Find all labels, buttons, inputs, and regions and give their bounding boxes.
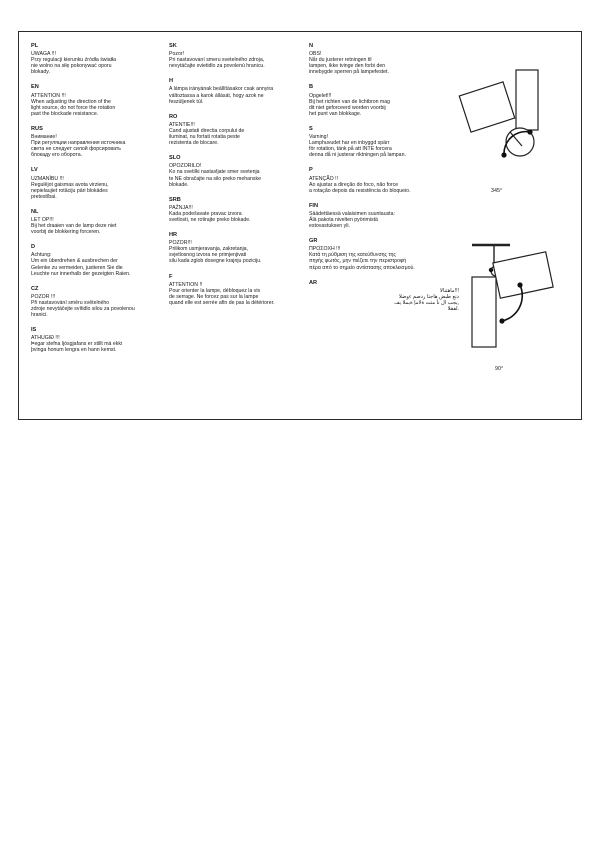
arc-start-dot [517, 282, 522, 287]
language-code: RO [169, 113, 178, 120]
language-entry-ro [169, 114, 309, 146]
lamp-head [459, 82, 514, 132]
angle-label-90: 90° [495, 366, 504, 372]
language-code: HR [169, 232, 178, 239]
language-entry-is [31, 327, 173, 353]
warning-text: ATTENTION !! Pour orienter la lampe, débloquez la vis de serrage. Ne forcez pas sur la lampe quand elle est serrée afin de pas la détériorer. [169, 281, 275, 306]
warning-text: ATTENTION !!! When adjusting the direction of the light source, do not force the rotation past the blockade resistance. [31, 92, 116, 117]
language-code: IS [31, 327, 37, 334]
lamp-mount-block [516, 70, 538, 130]
arc-start-dot [527, 129, 532, 134]
language-code: S [309, 125, 313, 132]
warning-text: ATENÇÃO !! Ao ajustar a direção do foco, não force a rotação depois da resistência do bloqueio. [309, 175, 411, 194]
language-entry-sk [169, 43, 309, 69]
language-entry-n [309, 43, 459, 75]
warning-text: Achtung: Um ein überdrehen & ausbrechen der Gelenke zu vermeiden, justieren Sie die Leuchte nur innerhalb der gezeigten Raien. [31, 252, 131, 277]
warning-text: OPOZORILO! Ko na svetilki nastavljate smer svetenja te NE obračajte na silo preko mehanske blokade. [169, 163, 261, 188]
language-entry-hr [169, 232, 309, 264]
column-2 [169, 43, 309, 315]
language-entry-b [309, 84, 459, 116]
language-entry-srb [169, 197, 309, 223]
lamp-rotation-90-diagram [436, 207, 556, 357]
language-code: F [169, 273, 173, 280]
warning-text: Säädettäessä valaisimen suuntausta: Älä pakota nivelten pyörimistä estovastuksen yli. [309, 210, 395, 230]
warning-text: Pozor! Pri nastavovaní smeru svetelného zdroja, nevytáčajte svietidlo za povolenú hranicu. [169, 51, 265, 70]
lamp-mount-block [472, 277, 496, 347]
warning-text: ATHUGIÐ !!! Þegar stefna ljósgjafans er stillt má ekki þvinga honum lengra en hann kemst. [31, 335, 123, 354]
warning-text: UWAGA !!! Przy regulacji kierunku źródła światła nie wolno na siłę pokonywać oporu blokady. [31, 51, 117, 76]
language-code: FIN [309, 202, 319, 209]
language-entry-rus [31, 126, 173, 158]
language-code: PL [31, 43, 39, 49]
pivot-dot [489, 268, 493, 272]
language-code: SK [169, 43, 177, 49]
language-code: B [309, 84, 314, 91]
warning-text: A lámpa irányának beállításakor csak annyira változtassa a karok állását, hogy azok ne feszüljenek túl. [169, 86, 274, 105]
warning-text: Opgelet!!! Bij het richten van de lichtbron mag dit niet geforceerd worden voorbij het punt van blokkage. [309, 92, 391, 117]
warning-text: ATENTIE!!! Cand ajustati directia corpului de iluminat, nu fortati rotatia peste rezistenta de blocare. [169, 121, 245, 147]
warning-text: !!!ماهتنالا دنع طبض هاجتا ردصم ءوضلا ,يجب ال نأ متت ةلامإ ةبملا يف .لفقلا [394, 287, 459, 312]
language-code: EN [31, 84, 39, 91]
language-entry-h [169, 78, 309, 104]
warning-text: Внимание! При регуляции направления источника света не следует силой форсировать блокаду его оборота. [31, 134, 126, 159]
warning-text: Varning! Lamphuvudet har en inbyggd spärr för rotation, tänk på att INTE forcera denna då ni justerar riktningen på lampan. [309, 134, 406, 159]
arc-end-dot [499, 318, 504, 323]
language-code: AR [309, 279, 318, 286]
language-entry-pl [31, 43, 173, 75]
language-code: H [169, 78, 174, 85]
language-code: SLO [169, 155, 181, 162]
language-code: GR [309, 238, 318, 245]
warning-text: OBS! Når du justerer retningen til lampen, ikke tvinge den forbi den innebygde sperren på lampefestet. [309, 51, 389, 76]
language-entry-p [309, 167, 459, 193]
language-code: D [31, 244, 36, 251]
language-entry-en [31, 84, 173, 116]
language-code: RUS [31, 125, 43, 132]
warning-text: POZOR !!! Při nastavování směru světelného zdroje nevytáčejte svítidlo silou za povolenou hranici. [31, 293, 135, 319]
warning-text: PAŽNJA!!! Kada podešavate pravac izvora svetlosti, ne rotirajte preko blokade. [169, 204, 251, 223]
warning-text: POZOR!!! Prilikom usmjeravanja, zakretanja, svjetlosnog izvora ne primjenjivati silu kada zglob dosegne krajnju poziciju. [169, 240, 262, 265]
language-entry-cz [31, 286, 173, 318]
language-code: SRB [169, 196, 181, 203]
language-code: P [309, 167, 313, 174]
language-entry-lv [31, 167, 173, 199]
language-code: NL [31, 208, 39, 215]
warning-text: LET OP!!! Bij het draaien van de lamp deze niet voorbij de blokkering forceren. [31, 216, 117, 236]
language-entry-s [309, 126, 459, 158]
column-1 [31, 43, 173, 363]
language-code: LV [31, 167, 38, 174]
angle-label-345: 345° [491, 188, 503, 194]
lamp-rotation-345-diagram [438, 60, 548, 185]
language-entry-f [169, 274, 309, 306]
warning-text: ΠΡΟΣΟΧΗ !!! Κατά τη ρύθμιση της κατεύθυνσης της πηγής φωτός, μην πιέζετε την περιστροφή πέρα από το σημείο αντίστασης αποκλεισμού. [309, 246, 415, 271]
language-code: N [309, 43, 314, 49]
language-entry-d [31, 244, 173, 276]
arc-end-dot [501, 152, 506, 157]
language-entry-nl [31, 209, 173, 235]
language-code: CZ [31, 285, 39, 292]
language-entry-slo [169, 155, 309, 187]
lamp-head [493, 252, 553, 298]
warning-text: UZMANĪBU !!! Regulējot gaismas avota virzienu, nepielaujiet rotāciju pāri blokādes pretestībai. [31, 175, 109, 200]
